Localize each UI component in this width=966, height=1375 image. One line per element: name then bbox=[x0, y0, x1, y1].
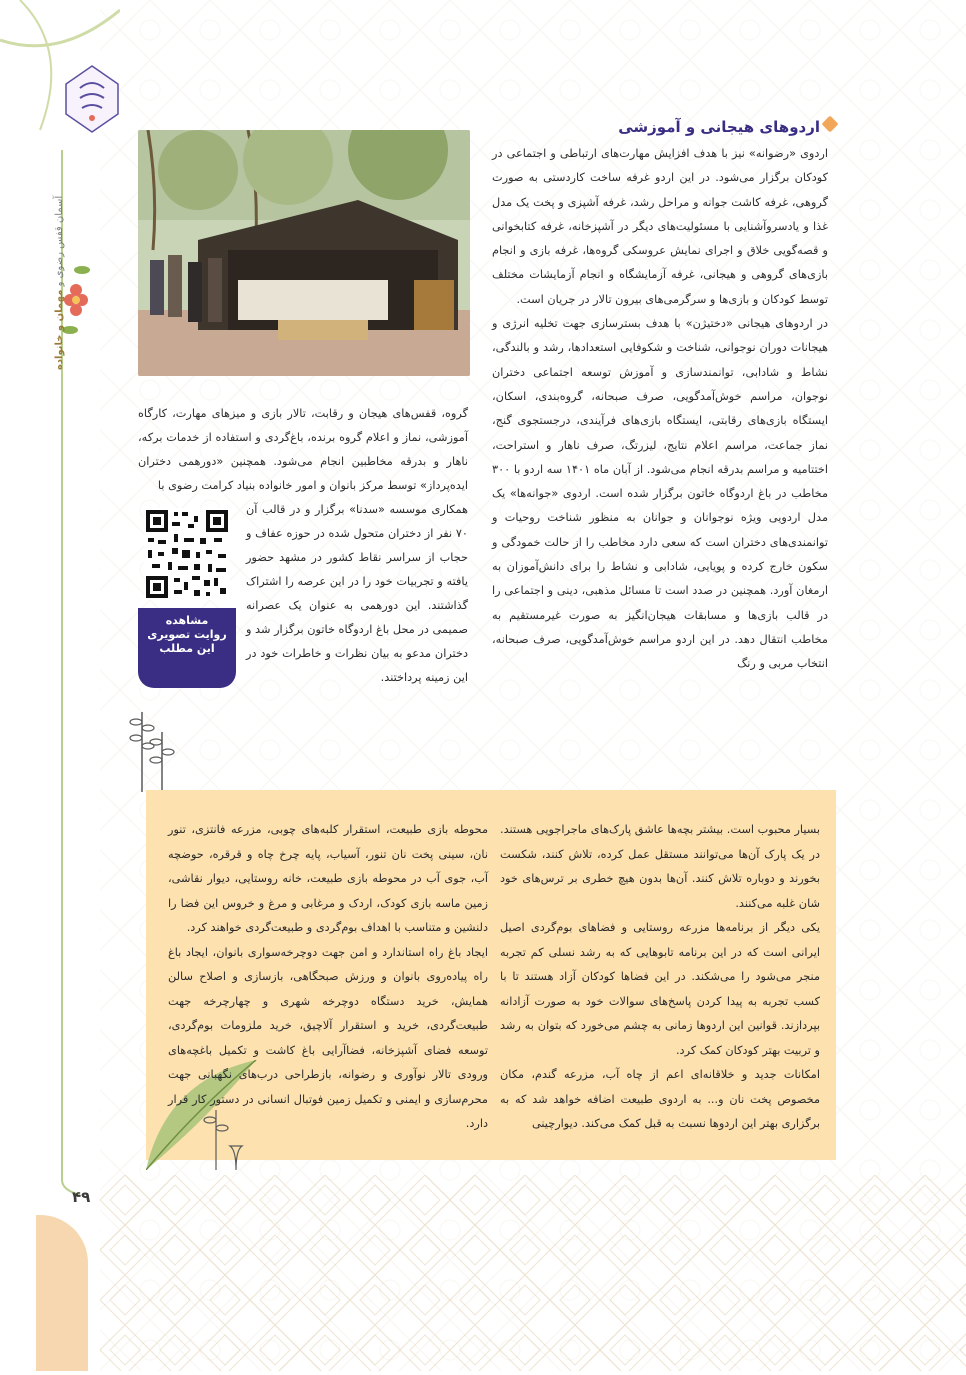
qr-caption: مشاهده روایت تصویری این مطلب bbox=[138, 608, 236, 688]
qr-code-icon[interactable] bbox=[144, 508, 230, 600]
article-left-column bbox=[138, 402, 468, 498]
paragraph: اردوی «رضوانه» نیز با هدف افزایش مهارت‌های ارتباطی و اجتماعی در کودکان برگزار می‌شود. در این اردو غرفه ساخت کاردستی به صورت گروهی، غرفه کاشت جوانه و مراحل رشد، غرفه آشپزی و پخت یک مدل غذا و یادسروآشنایی با مسئولیت‌های دیگر در آشپزخانه، غرفه کتابخوانی و قصه‌گویی خلاق و اجرای نمایش عروسکی گروه‌ها، غرفه بازی و انجام بازی‌های گروهی و هیجانی، غرفه آزمایشگاه و انجام آزمایشات مختلف توسط کودکان و بازی‌ها و سرگرمی‌های بیرون تالار در جریان است. bbox=[492, 147, 828, 306]
paragraph: محوطه بازی طبیعت، استقرار کلبه‌های چوبی، مزرعه فانتزی، تنور نان، سینی پخت نان تنور، آسیاب، پایه چرخ چاه و قرقره، حوضچه آب، جوی آب در محوطه بازی طبیعت، خانه روستایی، دیوار نقاشی، زمین ماسه بازی کودک، اردک و مرغابی و مرغ و خروس این فضا را دلنشین و متناسب با اهداف بوم‌گردی و طبیعت‌گردی خواهند کرد. bbox=[168, 823, 488, 934]
paragraph: یکی دیگر از برنامه‌ها مزرعه روستایی و فضاهای بوم‌گردی اصیل ایرانی است که در این برنامه تابوهایی که به رشد نسلی کم تجربه منجر می‌شود را می‌شکند. در این فضاها کودکان آزاد هستند تا با کسب تجربه به پیدا کردن پاسخ‌های سوالات خود به صورت آزادانه بپردازند. قوانین این اردوها زمانی به چشم می‌خورد که بتوان به رشد و تربیت بهتر کودکان کمک کرد. bbox=[500, 921, 820, 1057]
qr-code-box[interactable] bbox=[138, 508, 236, 688]
paragraph: امکانات جدید و خلاقانه‌ای اعم از چاه آب، مزرعه گندم، مکان مخصوص پخت نان و... به اردوی طبیعت اضافه خواهد شد که به برگزاری بهتر این اردوها نسبت به قبل کمک می‌کند. دیوارچینی bbox=[500, 1068, 820, 1130]
article-right-column bbox=[492, 142, 828, 677]
box-right-column bbox=[500, 818, 820, 1137]
section-title: اردوهای هیجانی و آموزشی bbox=[618, 118, 820, 136]
magazine-logo-icon bbox=[62, 64, 122, 134]
paragraph: در اردوهای هیجانی «دختیژن» با هدف بسترسازی جهت تخلیه انرژی و هیجانات دوران نوجوانی، شناخت و شکوفایی استعدادها، رشد و بالندگی، نشاط و شادابی، توانمندسازی و آموزش توسعه اجتماعی دختران نوجوان، مراسم خوش‌آمدگویی، صرف صبحانه، گروه‌بندی، اسکان، ایستگاه بازی‌های رقابتی، ایستگاه بازی‌های فرآیندی، درجستجوی گنج، نماز جماعت، مراسم اعلام نتایج، لیزرتگ، صرف ناهار و استراحت، اختتامیه و مراسم بدرقه انجام می‌شود. از آبان ماه ۱۴۰۱ سه اردو با ۳۰۰ مخاطب در باغ اردوگاه خاتون برگزار شده است. اردوی «جوانه‌ها» یک مدل اردویی ویژه نوجوانان و جوانان به منظور شناخت روحیات و توانمندی‌های دختران است که سعی دارد مخاطب را از حالت خمودگی و سکون خارج کرده و پویایی، شادابی و نشاط را برای دانش‌آموزان به ارمغان آورد. همچنین در صدد است تا مسائل مذهبی، دینی و اجتماعی را در قالب بازی‌ها و مسابقات هیجان‌انگیز به صورت غیرمستقیم به مخاطب انتقال دهد. در این اردو مراسم خوش‌آمدگویی، صرف صبحانه، انتخاب مربی و رنگ bbox=[492, 317, 828, 671]
page-corner-decoration bbox=[36, 1215, 88, 1371]
article-left-column-continued bbox=[246, 498, 468, 690]
paragraph: ایجاد باغ راه استاندارد و امن جهت دوچرخه‌سواری بانوان، ایجاد باغ راه پیاده‌روی بانوان و ورزش صبحگاهی، بازسازی و اصلاح سالن همایش، خرید دستگاه دوچرخه شهری و چهارچرخه جهت طبیعت‌گردی، خرید و استقرار آلاچیق، خرید ملزومات بوم‌گردی، توسعه فضای آشپزخانه، فضاآرایی باغ کاشت و تکمیل باغچه‌های ورودی تالار نوآوری و رضوانه، بازطراحی درب‌های نگهبانی جهت محرم‌سازی و ایمنی و تکمیل زمین فوتبال انسانی در دستور کار قرار دارد. bbox=[168, 945, 488, 1130]
paragraph: گروه، قفس‌های هیجان و رقابت، تالار بازی و میزهای مهارت، کارگاه آموزشی، نماز و اعلام گروه برنده، باغ‌گردی و استفاده از خدمات برکه، ناهار و بدرقه مخاطبین انجام می‌شود. همچنین «دورهمی دختران ایده‌پرداز» توسط مرکز بانوان و امور خانواده بنیاد کرامت رضوی با bbox=[138, 407, 468, 492]
footer-pattern bbox=[100, 1175, 966, 1371]
sidebar bbox=[0, 0, 120, 1371]
sidebar-caption: آسمان قفس رضوی و مهمان و خانواده bbox=[54, 195, 65, 370]
tent-photo bbox=[138, 130, 470, 376]
box-left-column bbox=[168, 818, 488, 1137]
page-number: ۴۹ bbox=[72, 1188, 91, 1206]
paragraph: همکاری موسسه «سدنا» برگزار و در قالب آن ۷۰ نفر از دختران متحول شده در حوزه عفاف و حجاب از سراسر نقاط کشور در مشهد حضور یافته و تجربیات خود را در این عرصه را اشتراک گذاشتند. این دورهمی به عنوان یک عصرانه صمیمی در محل باغ اردوگاه خاتون برگزار شد و دختران مدعو به بیان نظرات و خاطرات خود در این زمینه پرداختند. bbox=[246, 503, 468, 684]
plant-ornament-icon bbox=[122, 702, 192, 792]
paragraph: بسیار محبوب است. بیشتر بچه‌ها عاشق پارک‌های ماجراجویی هستند. در یک پارک آن‌ها می‌توانند مستقل عمل کرده، تلاش کنند، شکست بخورند و دوباره تلاش کنند. آن‌ها بدون هیچ خطری بر ترس‌های خود شان غلبه می‌کنند. bbox=[500, 823, 820, 910]
